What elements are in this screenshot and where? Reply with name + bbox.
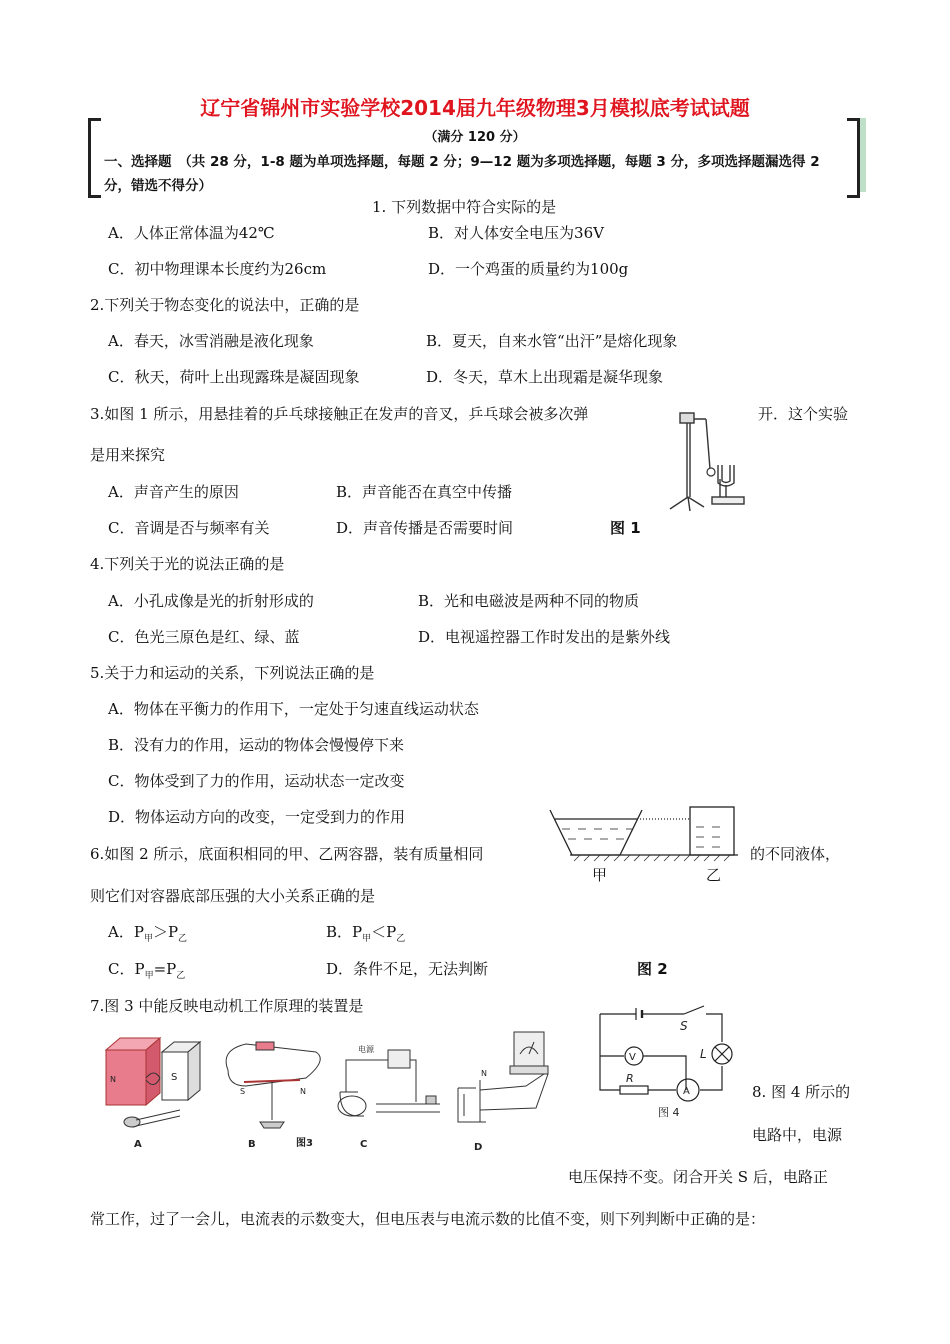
- q6-option-a: A．$P_甲>P_乙$: [108, 923, 188, 944]
- figure-3-devices: [96, 1030, 566, 1155]
- device-a-n-label: N: [110, 1075, 116, 1084]
- q7-stem: 7.图 3 中能反映电动机工作原理的装置是: [90, 997, 364, 1015]
- q5-option-b: B．没有力的作用，运动的物体会慢慢停下来: [108, 736, 405, 754]
- figure-2-label-jia: 甲: [592, 866, 608, 884]
- figure-3-caption: 图3: [296, 1138, 313, 1149]
- figure-1-caption: 图 1: [610, 519, 641, 537]
- q8-stem-line4: 常工作，过了一会儿，电流表的示数变大，但电压表与电流示数的比值不变，则下列判断中正确的是：: [90, 1210, 766, 1228]
- q8-stem-line2: 电路中，电源: [752, 1126, 843, 1144]
- q1-option-d: D．一个鸡蛋的质量约为100g: [428, 260, 629, 278]
- device-a-magnet: [106, 1038, 200, 1127]
- device-b-compass: [226, 1042, 320, 1128]
- q3-stem-line2: 是用来探究: [90, 446, 166, 464]
- device-b-s-label: S: [240, 1087, 246, 1096]
- q3-option-b: B．声音能否在真空中传播: [336, 483, 513, 501]
- device-a-s-label: S: [171, 1072, 178, 1083]
- circuit-lamp-label: L: [700, 1047, 707, 1061]
- q5-stem: 5.关于力和运动的关系，下列说法正确的是: [90, 664, 375, 682]
- q2-option-d: D．冬天，草木上出现霜是凝华现象: [426, 368, 664, 386]
- circuit-voltmeter-label: V: [629, 1052, 636, 1063]
- q4-option-c: C．色光三原色是红、绿、蓝: [108, 628, 300, 646]
- q3-option-c: C．音调是否与频率有关: [108, 519, 270, 537]
- q5-option-a: A．物体在平衡力的作用下，一定处于匀速直线运动状态: [108, 700, 479, 718]
- q4-option-d: D．电视遥控器工作时发出的是紫外线: [418, 628, 671, 646]
- q6-stem-line2: 则它们对容器底部压强的大小关系正确的是: [90, 887, 376, 905]
- q5-option-c: C．物体受到了力的作用，运动状态一定改变: [108, 772, 405, 790]
- score-note: （满分 120 分）: [424, 130, 526, 145]
- device-d-n-label: N: [481, 1069, 487, 1078]
- figure-2-caption: 图 2: [637, 960, 668, 978]
- device-b-label: B: [248, 1139, 256, 1150]
- q2-option-c: C．秋天，荷叶上出现露珠是凝固现象: [108, 368, 360, 386]
- q3-stem: 3.如图 1 所示，用悬挂着的乒乓球接触正在发声的音叉，乒乓球会被多次弹: [90, 405, 589, 423]
- device-c-power-label: 电源: [358, 1045, 374, 1054]
- page-title: 辽宁省锦州市实验学校2014届九年级物理3月模拟底考试试题: [200, 96, 750, 120]
- q3-option-d: D．声音传播是否需要时间: [336, 519, 514, 537]
- q8-stem-line3: 电压保持不变。闭合开关 S 后，电路正: [568, 1168, 828, 1186]
- q6-stem-end: 的不同液体，: [750, 845, 841, 863]
- device-b-n-label: N: [300, 1087, 306, 1096]
- figure-2-label-yi: 乙: [706, 866, 722, 884]
- q6-option-b: B．$P_甲<P_乙$: [326, 923, 406, 944]
- q6-option-d: D．条件不足，无法判断: [326, 960, 489, 978]
- q4-stem: 4.下列关于光的说法正确的是: [90, 555, 285, 573]
- q5-option-d: D．物体运动方向的改变，一定受到力的作用: [108, 808, 406, 826]
- device-c-motor: [338, 1050, 440, 1116]
- circuit-ammeter-label: A: [683, 1086, 690, 1097]
- q2-option-b: B．夏天，自来水管“出汗”是熔化现象: [426, 332, 678, 350]
- section-heading: 一、选择题 （共 28 分，1-8 题为单项选择题，每题 2 分；9—12 题为多项选择题，每题 3 分，多项选择题漏选得 2 分，错选不得分）: [104, 154, 820, 194]
- q2-option-a: A．春天，冰雪消融是液化现象: [108, 332, 314, 350]
- figure-1-tuning-fork: [660, 405, 760, 515]
- circuit-resistor-label: R: [626, 1072, 634, 1085]
- q6-stem: 6.如图 2 所示，底面积相同的甲、乙两容器，装有质量相同: [90, 845, 484, 863]
- device-d-label: D: [474, 1142, 483, 1153]
- figure-4-circuit: [596, 1010, 741, 1120]
- q4-option-b: B．光和电磁波是两种不同的物质: [418, 592, 640, 610]
- q1-option-a: A．人体正常体温为42℃: [108, 224, 275, 242]
- q1-stem: 1. 下列数据中符合实际的是: [372, 198, 557, 216]
- q4-option-a: A．小孔成像是光的折射形成的: [108, 592, 314, 610]
- q1-option-b: B．对人体安全电压为36V: [428, 224, 604, 242]
- device-c-label: C: [360, 1139, 368, 1150]
- circuit-switch-label: S: [680, 1019, 688, 1033]
- q6-option-c: C．$P_甲=P_乙$: [108, 960, 186, 981]
- q3-stem-end: 开．这个实验: [758, 405, 849, 423]
- q1-option-c: C．初中物理课本长度约为26cm: [108, 260, 327, 278]
- device-a-label: A: [134, 1139, 142, 1150]
- q2-stem: 2.下列关于物态变化的说法中，正确的是: [90, 296, 360, 314]
- figure-4-caption: 图 4: [658, 1106, 680, 1119]
- q8-stem: 8. 图 4 所示的: [752, 1083, 851, 1101]
- q3-option-a: A．声音产生的原因: [108, 483, 239, 501]
- device-d-generator: [458, 1032, 548, 1122]
